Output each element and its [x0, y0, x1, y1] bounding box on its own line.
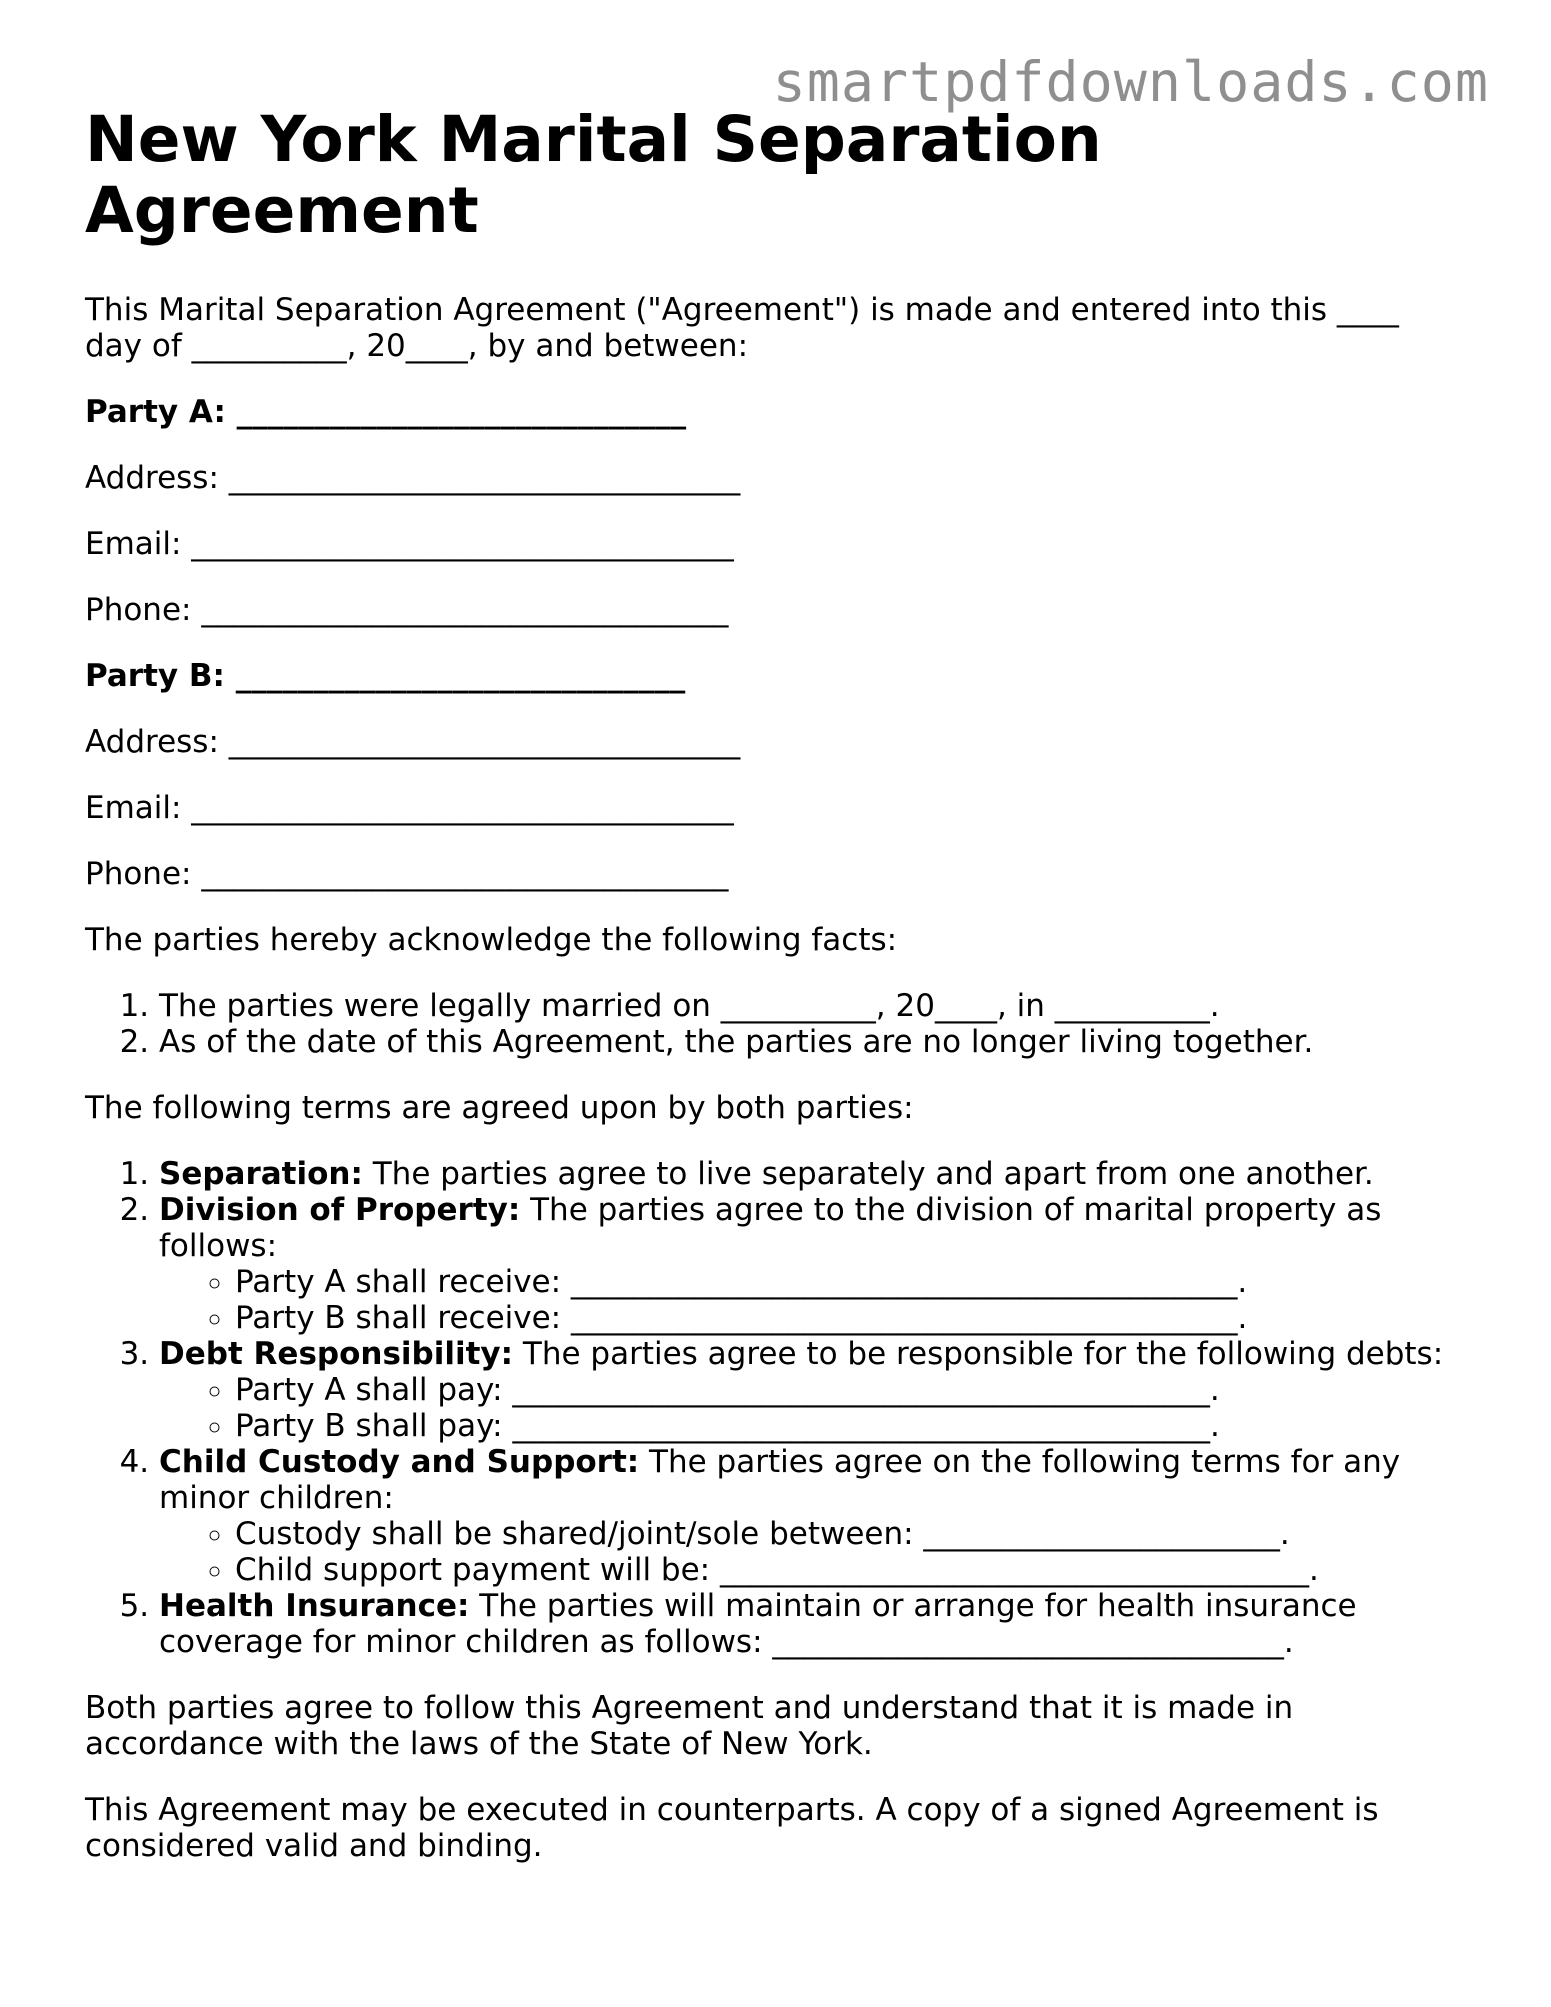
closing-paragraph-2: This Agreement may be executed in counterparts. A copy of a signed Agreement is considered valid and binding. [85, 1792, 1379, 1864]
term-division-of-property [159, 1192, 1465, 1336]
facts-intro: The parties hereby acknowledge the following facts: [85, 922, 898, 958]
terms-intro: The following terms are agreed upon by both parties: [85, 1090, 914, 1126]
term-text: The parties agree on the following terms for any minor children: [159, 1444, 1401, 1516]
term-debt-responsibility [159, 1336, 1465, 1444]
party-a-address-field: Address: _________________________________ [85, 460, 741, 496]
term-heading: Debt Responsibility: [159, 1336, 514, 1372]
custody-sub-list [159, 1516, 1465, 1588]
sub-item: ◦ Child support payment will be: ______________________________________. [235, 1552, 1465, 1588]
term-text: The parties agree to live separately and apart from one another. [362, 1156, 1374, 1192]
term-health-insurance [159, 1588, 1465, 1660]
facts-list [85, 988, 1465, 1060]
party-b-name-field: Party B: _____________________________ [85, 658, 686, 694]
closing-paragraph-1: Both parties agree to follow this Agreement and understand that it is made in accordance with the laws of the State of New York. [85, 1690, 1294, 1762]
sub-item: ◦ Party A shall receive: ___________________________________________. [235, 1264, 1465, 1300]
sub-item: ◦ Party B shall pay: _____________________________________________. [235, 1408, 1465, 1444]
party-b-email-field: Email: ___________________________________ [85, 790, 734, 826]
term-text: The parties agree to the division of marital property as follows: [159, 1192, 1382, 1264]
intro-paragraph: This Marital Separation Agreement ("Agreement") is made and entered into this ____ day of __________, 20____, by and between: [85, 292, 1399, 364]
term-text: The parties will maintain or arrange for health insurance coverage for minor children as follows: _________________________________. [159, 1588, 1357, 1660]
party-b-address-field: Address: _________________________________ [85, 724, 741, 760]
term-text: The parties agree to be responsible for the following debts: [513, 1336, 1444, 1372]
sub-item: ◦ Party A shall pay: _____________________________________________. [235, 1372, 1465, 1408]
party-a-email-field: Email: ___________________________________ [85, 526, 734, 562]
party-a-phone-field: Phone: __________________________________ [85, 592, 729, 628]
term-separation [159, 1156, 1465, 1192]
term-heading: Child Custody and Support: [159, 1444, 640, 1480]
sub-item: ◦ Party B shall receive: ___________________________________________. [235, 1300, 1465, 1336]
debt-sub-list [159, 1372, 1465, 1444]
term-heading: Division of Property: [159, 1192, 521, 1228]
term-heading: Health Insurance: [159, 1588, 470, 1624]
watermark: smartpdfdownloads.com [772, 50, 1489, 114]
party-a-name-field: Party A: _____________________________ [85, 394, 687, 430]
fact-item: 2. As of the date of this Agreement, the parties are no longer living together. [159, 1024, 1465, 1060]
terms-list [85, 1156, 1465, 1660]
fact-item: 1. The parties were legally married on __________, 20____, in __________. [159, 988, 1465, 1024]
property-sub-list [159, 1264, 1465, 1336]
sub-item: ◦ Custody shall be shared/joint/sole between: _______________________. [235, 1516, 1465, 1552]
term-child-custody [159, 1444, 1465, 1588]
party-b-phone-field: Phone: __________________________________ [85, 856, 729, 892]
page-title: New York Marital Separation Agreement [85, 103, 1102, 247]
term-heading: Separation: [159, 1156, 363, 1192]
document-page [85, 104, 1465, 1894]
